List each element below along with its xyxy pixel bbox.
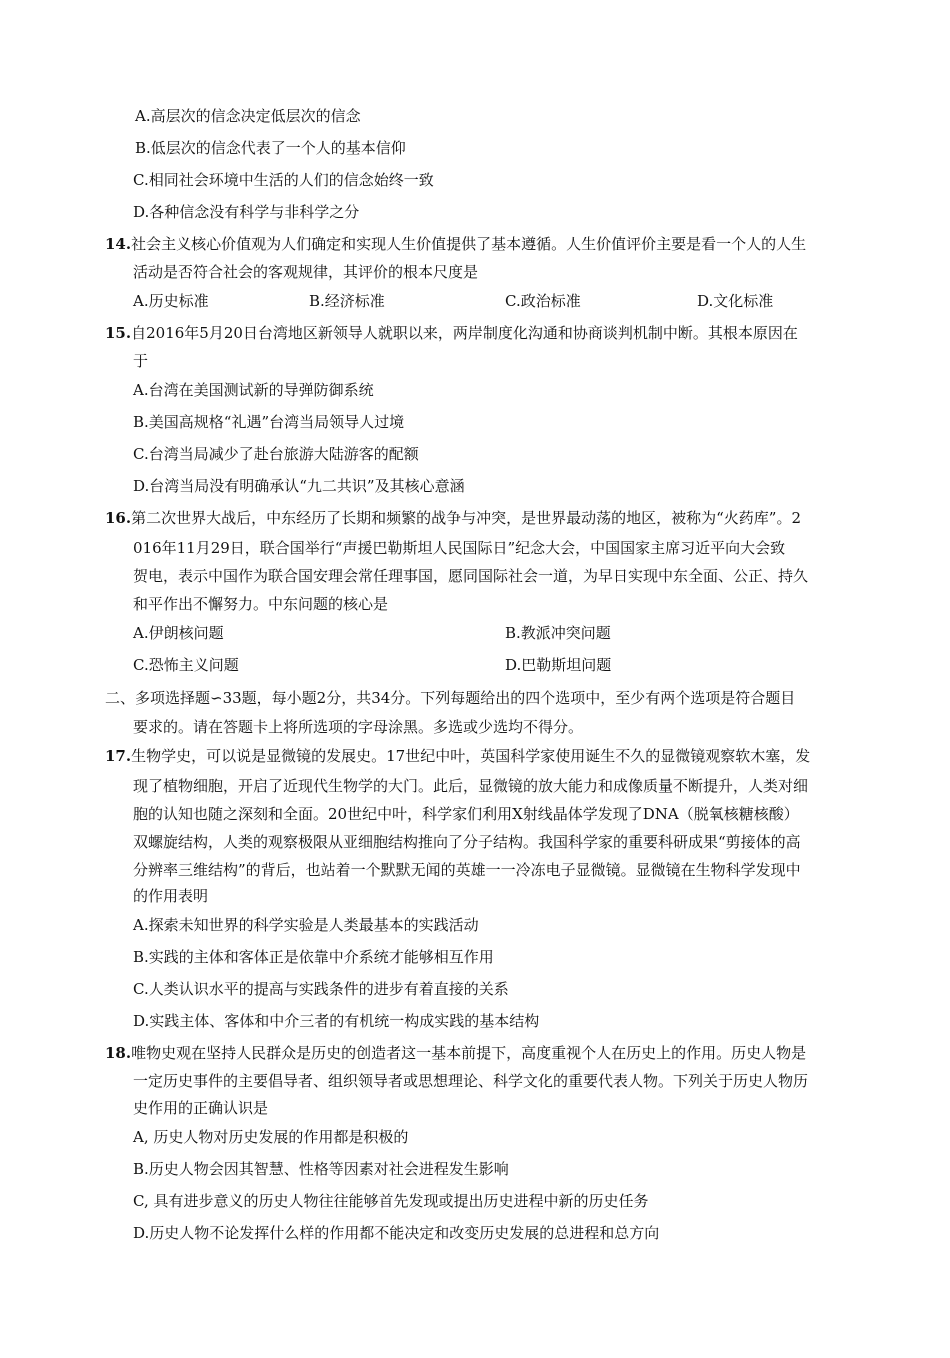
q18-stem-line2: 一定历史事件的主要倡导者、组织领导者或思想理论、科学文化的重要代表人物。下列关于历史人物历 <box>133 1072 809 1090</box>
q16-stem-line4: 和平作出不懈努力。中东问题的核心是 <box>133 595 389 613</box>
q13-option-d: D.各种信念没有科学与非科学之分 <box>133 203 360 221</box>
q17-option-a: A.探索未知世界的科学实验是人类最基本的实践活动 <box>133 916 479 934</box>
q15-option-d: D.台湾当局没有明确承认“九二共识”及其核心意涵 <box>133 477 465 495</box>
q15-text-1: 自2016年5月20日台湾地区新领导人就职以来，两岸制度化沟通和协商谈判机制中断。其根本原因在 <box>131 324 798 342</box>
q17-stem-line6: 的作用表明 <box>133 887 209 905</box>
q14-stem-line2: 活动是否符合社会的客观规律，其评价的根本尺度是 <box>133 263 479 281</box>
q16-number: 16. <box>105 509 132 527</box>
q18-stem-line1 <box>105 1043 806 1063</box>
q16-option-b: B.教派冲突问题 <box>505 624 611 642</box>
q18-option-a: A, 历史人物对历史发展的作用都是积极的 <box>133 1128 409 1146</box>
q15-stem-line2: 于 <box>133 352 149 370</box>
q17-stem-line4: 双螺旋结构，人类的观察极限从亚细胞结构推向了分子结构。我国科学家的重要科研成果“剪接体的高 <box>133 833 801 851</box>
q18-stem-line3: 史作用的正确认识是 <box>133 1099 269 1117</box>
q15-option-b: B.美国高规格“礼遇”台湾当局领导人过境 <box>133 413 405 431</box>
q18-text-1: 唯物史观在坚持人民群众是历史的创造者这一基本前提下，高度重视个人在历史上的作用。历史人物是 <box>131 1044 807 1062</box>
q18-option-d: D.历史人物不论发挥什么样的作用都不能决定和改变历史发展的总进程和总方向 <box>133 1224 660 1242</box>
q15-stem-line1 <box>105 323 798 343</box>
q13-option-c: C.相同社会环境中生活的人们的信念始终一致 <box>133 171 434 189</box>
q15-option-a: A.台湾在美国测试新的导弹防御系统 <box>133 381 374 399</box>
q14-option-b: B.经济标准 <box>309 292 385 310</box>
q13-option-b: B.低层次的信念代表了一个人的基本信仰 <box>135 139 406 157</box>
q16-text-1: 第二次世界大战后，中东经历了长期和频繁的战争与冲突，是世界最动荡的地区，被称为“火药库”。2 <box>131 509 801 527</box>
q17-option-b: B.实践的主体和客体正是依靠中介系统才能够相互作用 <box>133 948 494 966</box>
q17-stem-line3: 胞的认知也随之深刻和全面。20世纪中叶，科学家们利用X射线晶体学发现了DNA（脱氧核糖核酸） <box>133 805 799 823</box>
q16-option-c: C.恐怖主义问题 <box>133 656 239 674</box>
q14-number: 14. <box>105 235 132 253</box>
q17-number: 17. <box>105 747 132 765</box>
q17-option-d: D.实践主体、客体和中介三者的有机统一构成实践的基本结构 <box>133 1012 540 1030</box>
q13-option-a: A.高层次的信念决定低层次的信念 <box>135 107 361 125</box>
q14-option-c: C.政治标准 <box>505 292 581 310</box>
q14-option-d: D.文化标准 <box>697 292 774 310</box>
q16-stem-line2: 016年11月29日，联合国举行“声援巴勒斯坦人民国际日”纪念大会，中国国家主席习近平向大会致 <box>133 539 786 557</box>
q15-number: 15. <box>105 324 132 342</box>
q14-text-1: 社会主义核心价值观为人们确定和实现人生价值提供了基本遵循。人生价值评价主要是看一个人的人生 <box>131 235 807 253</box>
q17-stem-line2: 现了植物细胞，开启了近现代生物学的大门。此后，显微镜的放大能力和成像质量不断提升，人类对细 <box>133 777 809 795</box>
q17-text-1: 生物学史，可以说是显微镜的发展史。17世纪中叶，英国科学家使用诞生不久的显微镜观察软木塞，发 <box>131 747 811 765</box>
q14-stem-line1 <box>105 234 806 254</box>
q17-stem-line1 <box>105 746 810 766</box>
q17-option-c: C.人类认识水平的提高与实践条件的进步有着直接的关系 <box>133 980 509 998</box>
section2-instructions-line1: 二、多项选择题∽33题，每小题2分，共34分。下列每题给出的四个选项中，至少有两个选项是符合题目 <box>105 689 796 707</box>
q18-option-c: C, 具有进步意义的历史人物往往能够首先发现或提出历史进程中新的历史任务 <box>133 1192 649 1210</box>
q18-number: 18. <box>105 1044 132 1062</box>
q18-option-b: B.历史人物会因其智慧、性格等因素对社会进程发生影响 <box>133 1160 509 1178</box>
q16-stem-line1 <box>105 508 801 528</box>
q16-option-d: D.巴勒斯坦问题 <box>505 656 612 674</box>
q15-option-c: C.台湾当局减少了赴台旅游大陆游客的配额 <box>133 445 419 463</box>
q17-stem-line5: 分辨率三维结构”的背后，也站着一个默默无闻的英雄一一冷冻电子显微镜。显微镜在生物科学发现中 <box>133 861 801 879</box>
q14-option-a: A.历史标准 <box>133 292 209 310</box>
q16-stem-line3: 贺电，表示中国作为联合国安理会常任理事国，愿同国际社会一道，为早日实现中东全面、公正、持久 <box>133 567 809 585</box>
section2-instructions-line2: 要求的。请在答题卡上将所选项的字母涂黑。多选或少选均不得分。 <box>133 718 584 736</box>
q16-option-a: A.伊朗核问题 <box>133 624 224 642</box>
